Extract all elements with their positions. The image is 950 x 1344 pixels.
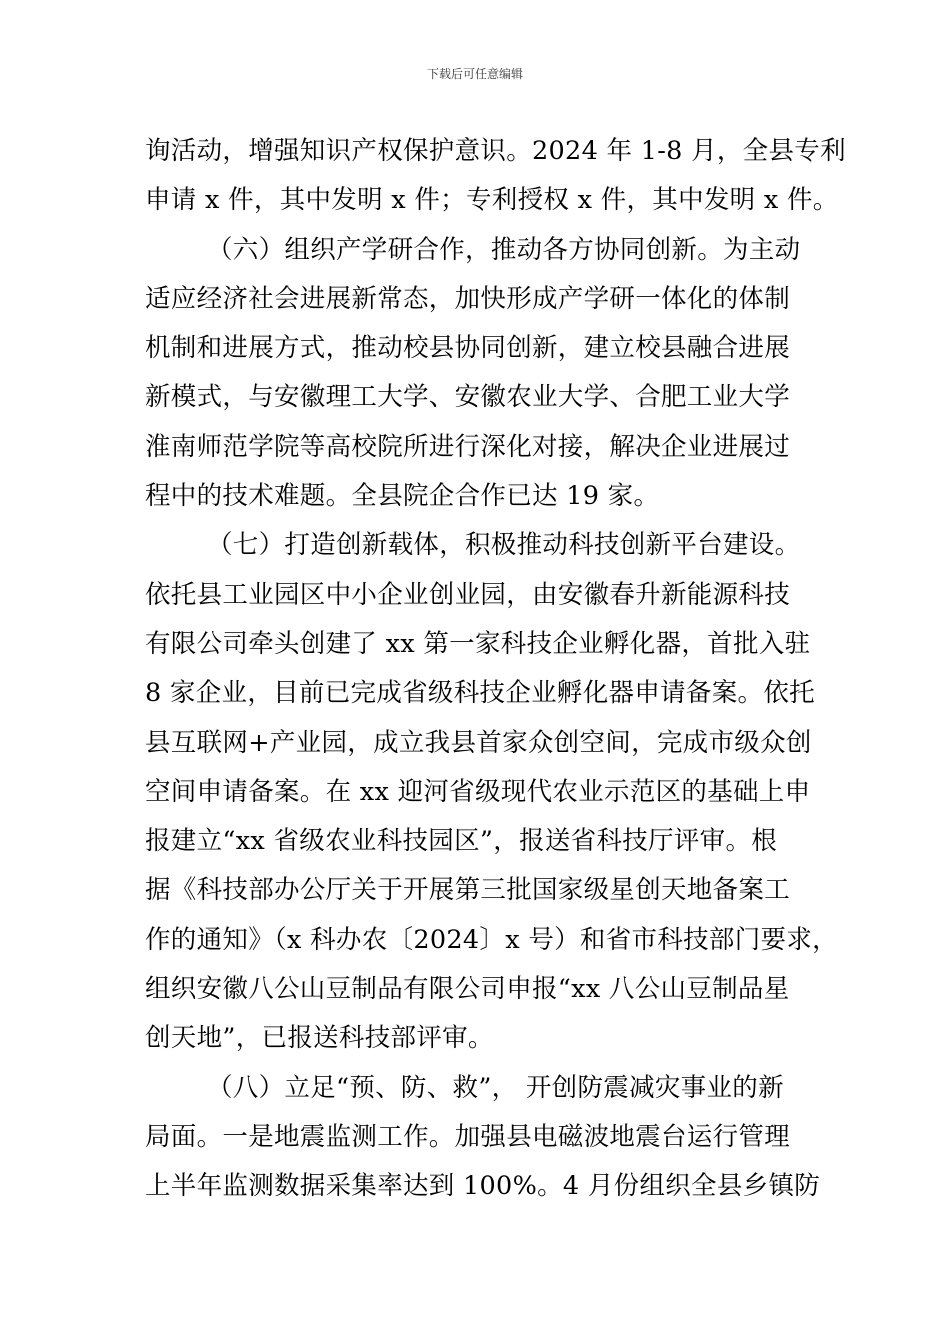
text-line: 作的通知》（x 科办农〔2024〕x 号）和省市科技部门要求， (145, 924, 838, 955)
text-line: 报建立“xx 省级农业科技园区”，报送省科技厅评审。根 (145, 826, 778, 857)
text-line: 有限公司牵头创建了 xx 第一家科技企业孵化器，首批入驻 (145, 628, 811, 659)
text-line: 据《科技部办公厅关于开展第三批国家级星创天地备案工 (145, 875, 791, 906)
paragraph-start-line: （八）立足“预、防、救”， 开创防震减灾事业的新 (207, 1072, 784, 1103)
text-line: 组织安徽八公山豆制品有限公司申报“xx 八公山豆制品星 (145, 974, 790, 1005)
text-line: 淮南师范学院等高校院所进行深化对接，解决企业进展过 (145, 431, 791, 462)
text-line: 县互联网+产业园，成立我县首家众创空间，完成市级众创 (145, 727, 812, 758)
text-line: 程中的技术难题。全县院企合作已达 19 家。 (145, 481, 660, 512)
text-line: 询活动，增强知识产权保护意识。2024 年 1-8 月，全县专利 (145, 136, 846, 166)
text-line: 新模式，与安徽理工大学、安徽农业大学、合肥工业大学 (145, 382, 791, 413)
paragraph-start-line: （七）打造创新载体，积极推动科技创新平台建设。 (207, 530, 801, 561)
text-line: 空间申请备案。在 xx 迎河省级现代农业示范区的基础上申 (145, 776, 811, 807)
text-line: 申请 x 件，其中发明 x 件；专利授权 x 件，其中发明 x 件。 (145, 185, 839, 216)
text-line: 上半年监测数据采集率达到 100%。4 月份组织全县乡镇防 (145, 1171, 821, 1202)
text-line: 局面。一是地震监测工作。加强县电磁波地震台运行管理 (145, 1121, 791, 1152)
text-line: 8 家企业，目前已完成省级科技企业孵化器申请备案。依托 (145, 678, 815, 709)
text-line: 创天地”，已报送科技部评审。 (145, 1023, 494, 1054)
text-line: 机制和进展方式，推动校县协同创新，建立校县融合进展 (145, 333, 791, 364)
text-line: 适应经济社会进展新常态，加快形成产学研一体化的体制 (145, 283, 791, 314)
page-header: 下载后可任意编辑 (426, 67, 523, 81)
paragraph-start-line: （六）组织产学研合作，推动各方协同创新。为主动 (207, 234, 801, 265)
document-body (145, 127, 846, 1212)
text-line: 依托县工业园区中小企业创业园，由安徽春升新能源科技 (145, 579, 791, 610)
